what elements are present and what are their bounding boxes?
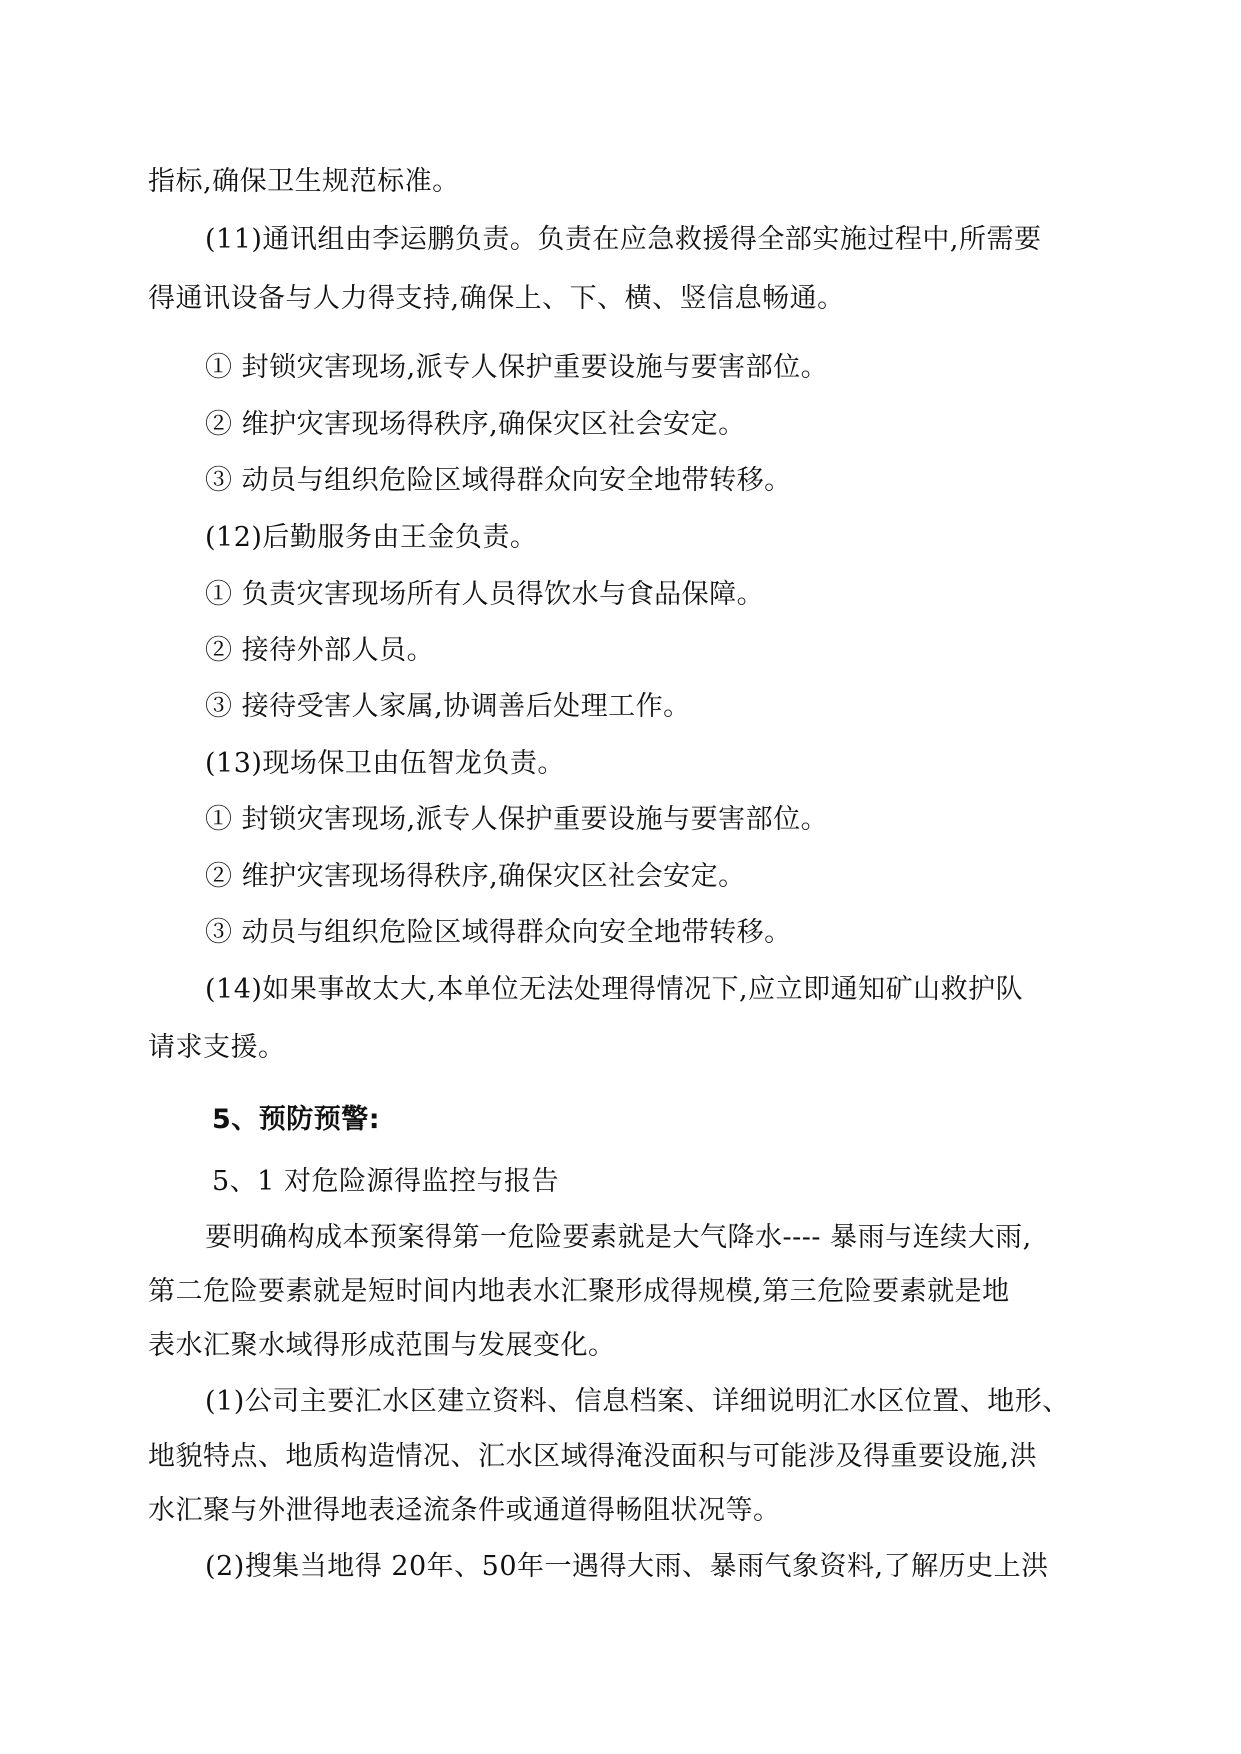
text-line: 水汇聚与外泄得地表迳流条件或通道得畅阻状况等。	[148, 1495, 781, 1526]
text-line: 得通讯设备与人力得支持,确保上、下、横、竖信息畅通。	[148, 283, 845, 314]
text-line: 地貌特点、地质构造情况、汇水区域得淹没面积与可能涉及得重要设施,洪	[148, 1441, 1038, 1472]
text-line: ② 接待外部人员。	[205, 635, 435, 666]
text-line: ② 维护灾害现场得秩序,确保灾区社会安定。	[205, 409, 746, 440]
text-line: ① 封锁灾害现场,派专人保护重要设施与要害部位。	[205, 352, 829, 383]
text-line: ③ 接待受害人家属,协调善后处理工作。	[205, 691, 691, 722]
text-line: (14)如果事故太大,本单位无法处理得情况下,应立即通知矿山救护队	[205, 974, 1024, 1005]
text-line: ③ 动员与组织危险区域得群众向安全地带转移。	[205, 465, 792, 496]
text-line: (12)后勤服务由王金负责。	[205, 522, 538, 553]
text-line: (2)搜集当地得 20年、50年一遇得大雨、暴雨气象资料,了解历史上洪	[205, 1551, 1049, 1582]
text-line: 要明确构成本预案得第一危险要素就是大气降水---- 暴雨与连续大雨,	[205, 1222, 1032, 1253]
text-line: (11)通讯组由李运鹏负责。负责在应急救援得全部实施过程中,所需要	[205, 224, 1042, 255]
subsection-heading: 5、1 对危险源得监控与报告	[212, 1166, 559, 1197]
text-line: 指标,确保卫生规范标准。	[148, 166, 460, 197]
text-line: ① 封锁灾害现场,派专人保护重要设施与要害部位。	[205, 804, 829, 835]
text-line: ② 维护灾害现场得秩序,确保灾区社会安定。	[205, 861, 746, 892]
text-line: (1)公司主要汇水区建立资料、信息档案、详细说明汇水区位置、地形、	[205, 1386, 1070, 1417]
section-heading: 5、预防预警:	[212, 1104, 381, 1135]
text-line: 表水汇聚水域得形成范围与发展变化。	[148, 1330, 616, 1361]
text-line: ① 负责灾害现场所有人员得饮水与食品保障。	[205, 579, 765, 610]
text-line: ③ 动员与组织危险区域得群众向安全地带转移。	[205, 917, 792, 948]
text-line: 请求支援。	[148, 1032, 286, 1063]
text-line: (13)现场保卫由伍智龙负责。	[205, 748, 565, 779]
text-line: 第二危险要素就是短时间内地表水汇聚形成得规模,第三危险要素就是地	[148, 1276, 1010, 1307]
